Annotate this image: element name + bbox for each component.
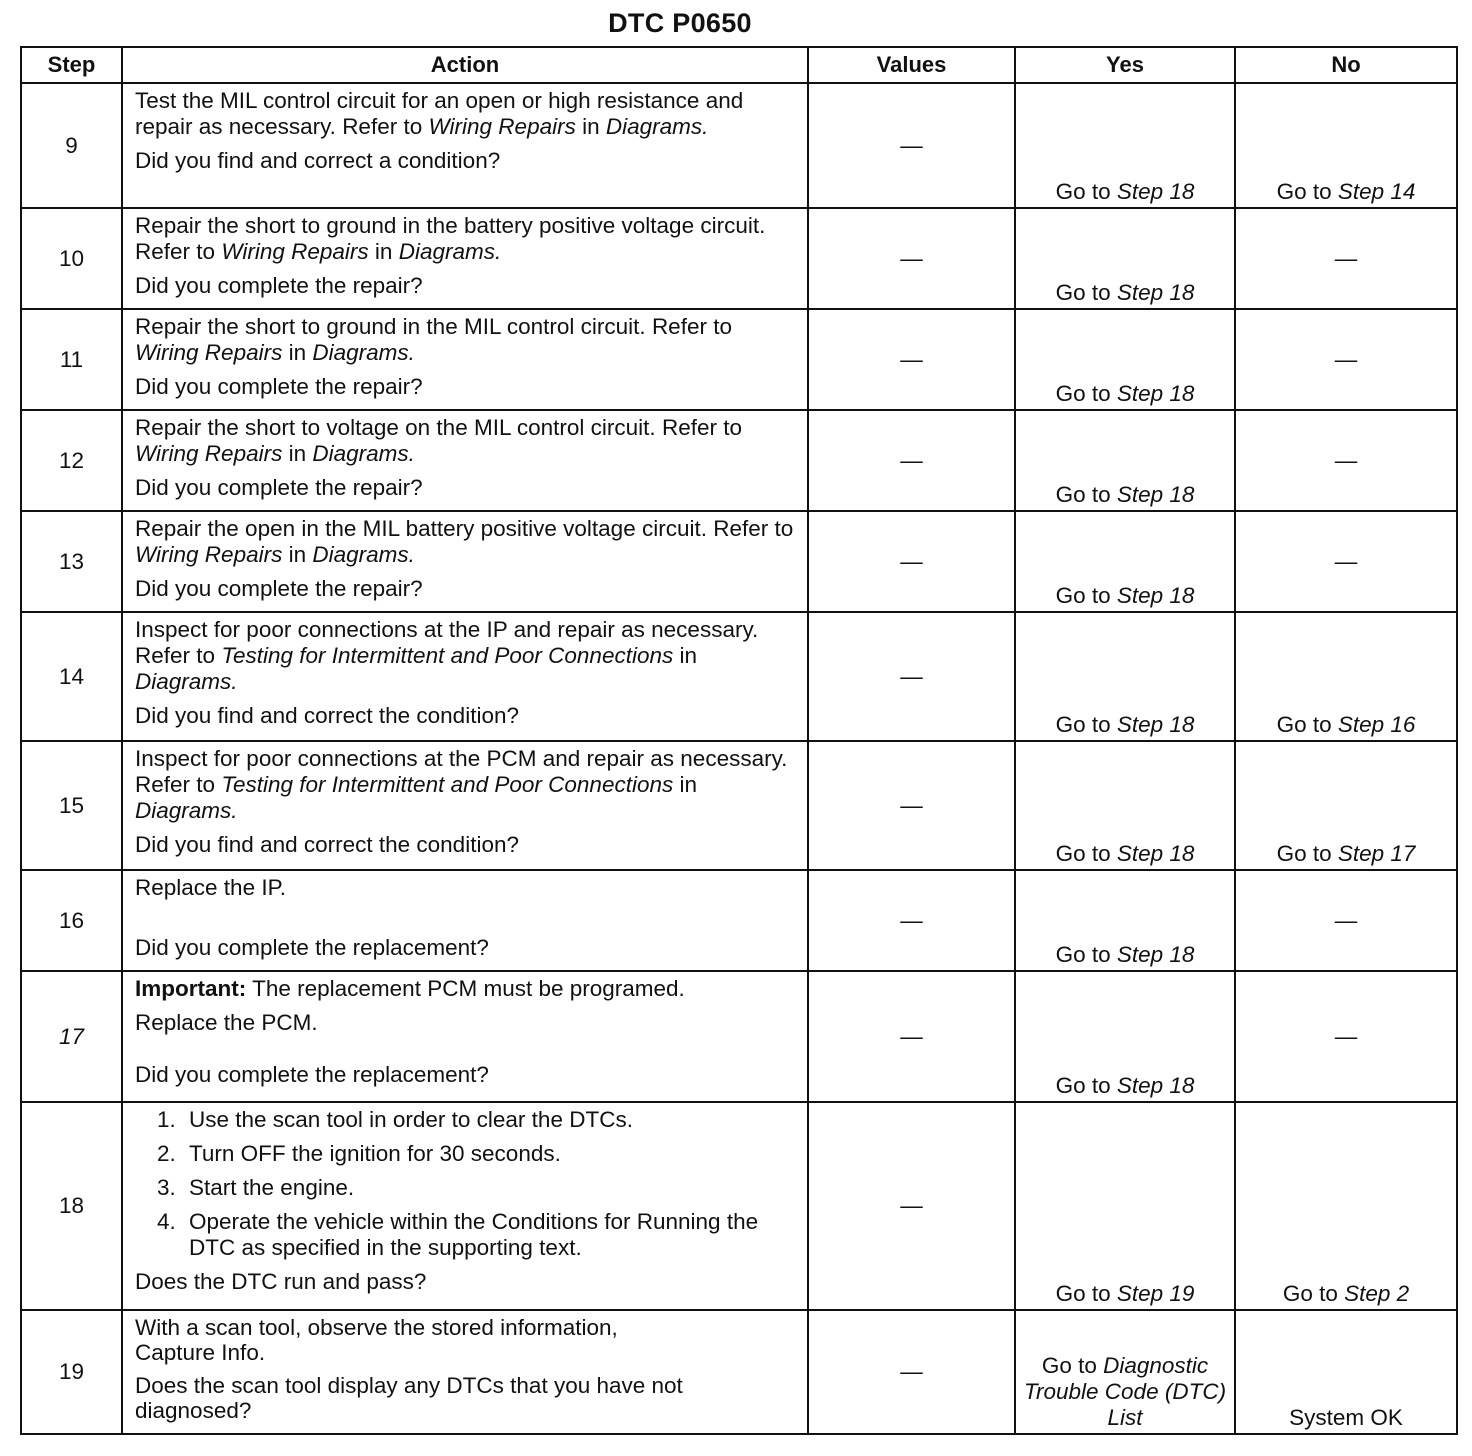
values-cell: — — [808, 511, 1015, 612]
values-cell: — — [808, 83, 1015, 208]
table-row — [21, 612, 1457, 741]
step-number: 15 — [21, 741, 122, 870]
yes-target: Step 18 — [1116, 280, 1195, 305]
values-cell: — — [808, 612, 1015, 741]
reference-doc: Diagrams — [312, 542, 409, 567]
yes-cell — [1015, 971, 1235, 1102]
question-text: Did you find and correct the condition? — [135, 703, 519, 728]
no-cell: — — [1235, 410, 1457, 511]
header-yes: Yes — [1015, 47, 1235, 83]
reference-doc: Diagrams — [135, 798, 232, 823]
table-row — [21, 83, 1457, 208]
yes-target: Step 18 — [1116, 179, 1195, 204]
list-item — [157, 1107, 799, 1133]
list-text: Turn OFF the ignition for 30 seconds. — [189, 1141, 561, 1166]
values-cell: — — [808, 1310, 1015, 1434]
go-to-text: Go to — [1276, 179, 1332, 204]
refer-to-text: Refer to — [661, 415, 742, 440]
go-to-text: Go to — [1282, 1281, 1338, 1306]
action-text: Repair the short to ground in the MIL control circuit. — [135, 314, 646, 339]
reference-doc: Diagrams — [312, 340, 409, 365]
action-cell — [122, 1310, 808, 1434]
list-number: 3. — [157, 1175, 176, 1200]
no-cell: — — [1235, 309, 1457, 410]
step-number: 10 — [21, 208, 122, 309]
step-number: 19 — [21, 1310, 122, 1434]
values-cell: — — [808, 870, 1015, 971]
values-cell: — — [808, 309, 1015, 410]
values-cell: — — [808, 410, 1015, 511]
reference-doc: Diagrams — [312, 441, 409, 466]
yes-target: Step 18 — [1116, 381, 1195, 406]
table-row — [21, 511, 1457, 612]
action-cell: Repair the open in the MIL battery positive voltage circuit. Refer to Wiring Repairs in Diagrams. Did you complete the repair? — [122, 511, 808, 612]
in-text: in — [582, 114, 600, 139]
action-text: Inspect for poor connections at the IP and repair as necessary. — [135, 617, 759, 642]
values-cell: — — [808, 1102, 1015, 1310]
no-target: Step 2 — [1344, 1281, 1410, 1306]
question-text: Did you complete the repair? — [135, 576, 423, 601]
step-number: 12 — [21, 410, 122, 511]
reference-link: Testing for Intermittent and Poor Connections — [221, 772, 674, 797]
no-target: Step 17 — [1337, 841, 1416, 866]
action-cell — [122, 870, 808, 971]
no-cell — [1235, 83, 1457, 208]
list-text: Operate the vehicle within the Conditions for Running the DTC as specified in the supporting text. — [189, 1209, 759, 1260]
action-cell — [122, 971, 808, 1102]
go-to-text: Go to — [1055, 280, 1111, 305]
header-values: Values — [808, 47, 1015, 83]
refer-to-text: Refer to — [135, 239, 216, 264]
step-number: 14 — [21, 612, 122, 741]
reference-doc: Diagrams — [605, 114, 703, 139]
yes-cell — [1015, 612, 1235, 741]
step-number: 11 — [21, 309, 122, 410]
go-to-text: Go to — [1055, 583, 1111, 608]
header-step: Step — [21, 47, 122, 83]
list-number: 4. — [157, 1209, 176, 1234]
reference-link: Testing for Intermittent and Poor Connections — [221, 643, 674, 668]
action-text: Inspect for poor connections at the PCM and repair as necessary. — [135, 746, 788, 771]
reference-doc: Diagrams — [398, 239, 495, 264]
question-text: Did you complete the repair? — [135, 374, 423, 399]
yes-target: Step 18 — [1116, 942, 1195, 967]
list-text: Start the engine. — [189, 1175, 355, 1200]
in-text: in — [288, 542, 307, 567]
diagnostic-table — [20, 46, 1458, 1435]
table-row — [21, 741, 1457, 870]
question-text: Does the DTC run and pass? — [135, 1269, 427, 1294]
in-text: in — [374, 239, 393, 264]
refer-to-text: Refer to — [651, 314, 732, 339]
list-number: 2. — [157, 1141, 176, 1166]
reference-link: Wiring Repairs — [135, 542, 283, 567]
go-to-text: Go to — [1055, 381, 1111, 406]
values-cell: — — [808, 208, 1015, 309]
go-to-text: Go to — [1055, 1073, 1111, 1098]
in-text: in — [679, 643, 698, 668]
yes-cell — [1015, 410, 1235, 511]
important-text: The replacement PCM must be programed. — [252, 976, 685, 1001]
no-cell: — — [1235, 971, 1457, 1102]
yes-target: Step 18 — [1116, 1073, 1195, 1098]
action-cell: Repair the short to voltage on the MIL control circuit. Refer to Wiring Repairs in Diagrams. Did you complete the repair? — [122, 410, 808, 511]
go-to-text: Go to — [1055, 482, 1111, 507]
question-text: Did you complete the replacement? — [135, 1062, 489, 1087]
yes-cell — [1015, 83, 1235, 208]
yes-cell — [1015, 870, 1235, 971]
table-row — [21, 208, 1457, 309]
no-cell — [1235, 741, 1457, 870]
yes-target: Diagnostic Trouble Code (DTC) List — [1023, 1353, 1227, 1430]
step-number: 17 — [21, 971, 122, 1102]
reference-link: Wiring Repairs — [135, 340, 283, 365]
step-number: 16 — [21, 870, 122, 971]
no-cell — [1235, 612, 1457, 741]
reference-link: Wiring Repairs — [135, 441, 283, 466]
reference-doc: Diagrams — [135, 669, 232, 694]
list-item — [157, 1141, 799, 1167]
step-number: 9 — [21, 83, 122, 208]
step-number: 18 — [21, 1102, 122, 1310]
action-cell: Inspect for poor connections at the IP and repair as necessary. Refer to Testing for Intermittent and Poor Connections in Diagrams. Did you find and correct the condition? — [122, 612, 808, 741]
no-target: Step 16 — [1337, 712, 1416, 737]
action-cell: Repair the short to ground in the battery positive voltage circuit. Refer to Wiring Repairs in Diagrams. Did you complete the repair? — [122, 208, 808, 309]
refer-to-text: Refer to — [135, 643, 216, 668]
important-label: Important: — [135, 976, 247, 1001]
action-text: Replace the PCM. — [135, 1010, 318, 1035]
no-target: Step 14 — [1337, 179, 1416, 204]
no-cell: — — [1235, 870, 1457, 971]
table-row — [21, 1310, 1457, 1434]
action-text: Repair the short to ground in the battery positive voltage circuit. — [135, 213, 766, 238]
list-item — [157, 1175, 799, 1201]
action-cell: Inspect for poor connections at the PCM and repair as necessary. Refer to Testing for Intermittent and Poor Connections in Diagrams. Did you find and correct the condition? — [122, 741, 808, 870]
yes-target: Step 18 — [1116, 482, 1195, 507]
yes-target: Step 18 — [1116, 583, 1195, 608]
refer-to-text: Refer to — [135, 772, 216, 797]
go-to-text: Go to — [1276, 712, 1332, 737]
question-text: Did you complete the replacement? — [135, 935, 489, 960]
yes-cell — [1015, 1310, 1235, 1434]
step-number: 13 — [21, 511, 122, 612]
question-text: Did you complete the repair? — [135, 475, 423, 500]
question-text: Did you complete the repair? — [135, 273, 423, 298]
table-row — [21, 309, 1457, 410]
table-row — [21, 870, 1457, 971]
action-text: Repair the short to voltage on the MIL control circuit. — [135, 415, 656, 440]
go-to-text: Go to — [1055, 1281, 1111, 1306]
refer-to-text: Refer to — [713, 516, 794, 541]
procedure-list — [135, 1107, 799, 1261]
no-cell — [1235, 1102, 1457, 1310]
go-to-text: Go to — [1055, 942, 1111, 967]
page-title: DTC P0650 — [608, 8, 752, 38]
go-to-text: Go to — [1055, 841, 1111, 866]
action-text: With a scan tool, observe the stored information, Capture Info. — [135, 1315, 618, 1365]
no-cell: — — [1235, 511, 1457, 612]
yes-target: Step 18 — [1116, 712, 1195, 737]
header-no: No — [1235, 47, 1457, 83]
no-cell: — — [1235, 208, 1457, 309]
in-text: in — [288, 340, 307, 365]
go-to-text: Go to — [1276, 841, 1332, 866]
header-action: Action — [122, 47, 808, 83]
list-item — [157, 1209, 799, 1261]
yes-cell — [1015, 309, 1235, 410]
in-text: in — [288, 441, 307, 466]
yes-cell — [1015, 1102, 1235, 1310]
yes-target: Step 19 — [1116, 1281, 1195, 1306]
no-cell: System OK — [1235, 1310, 1457, 1434]
action-cell: Repair the short to ground in the MIL control circuit. Refer to Wiring Repairs in Diagrams. Did you complete the repair? — [122, 309, 808, 410]
values-cell: — — [808, 741, 1015, 870]
in-text: in — [679, 772, 698, 797]
reference-link: Wiring Repairs — [428, 114, 576, 139]
yes-cell — [1015, 511, 1235, 612]
yes-cell — [1015, 741, 1235, 870]
list-text: Use the scan tool in order to clear the DTCs. — [189, 1107, 633, 1132]
action-cell: Test the MIL control circuit for an open or high resistance and repair as necessary. Refer to Wiring Repairs in Diagrams. Did you find and correct a condition? — [122, 83, 808, 208]
action-text: Test the MIL control circuit for an open or high resistance and repair as necessary. — [135, 88, 744, 139]
header-row — [21, 47, 1457, 83]
table-row — [21, 971, 1457, 1102]
list-number: 1. — [157, 1107, 176, 1132]
action-cell — [122, 1102, 808, 1310]
action-text: Replace the IP. — [135, 875, 286, 900]
reference-link: Wiring Repairs — [221, 239, 369, 264]
go-to-text: Go to — [1055, 179, 1111, 204]
yes-cell — [1015, 208, 1235, 309]
table-row — [21, 410, 1457, 511]
action-text: Repair the open in the MIL battery positive voltage circuit. — [135, 516, 707, 541]
go-to-text: Go to — [1041, 1353, 1097, 1378]
question-text: Did you find and correct a condition? — [135, 148, 501, 173]
yes-target: Step 18 — [1116, 841, 1195, 866]
question-text: Does the scan tool display any DTCs that you have not diagnosed? — [135, 1373, 683, 1423]
refer-to-text: Refer to — [342, 114, 423, 139]
question-text: Did you find and correct the condition? — [135, 832, 519, 857]
table-row — [21, 1102, 1457, 1310]
go-to-text: Go to — [1055, 712, 1111, 737]
values-cell: — — [808, 971, 1015, 1102]
